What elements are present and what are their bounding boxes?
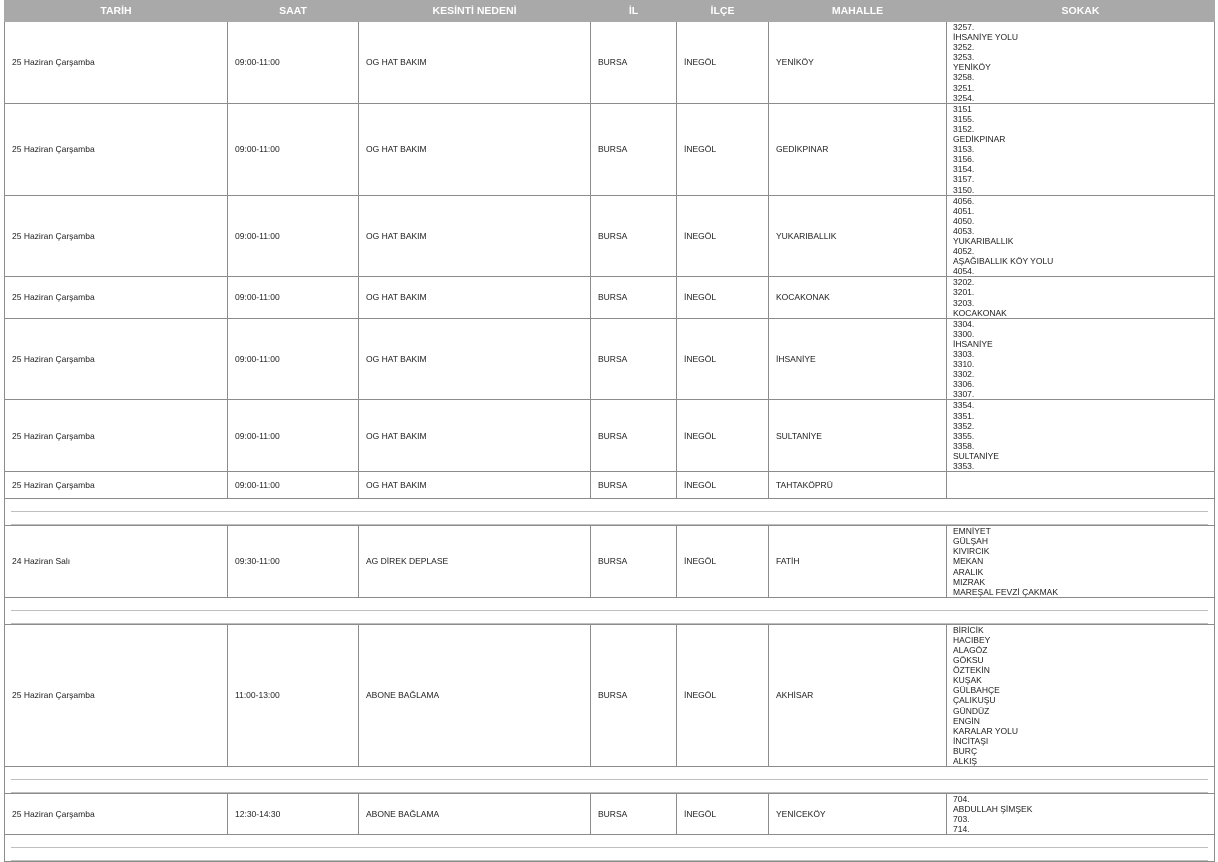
table-row [5,472,1215,499]
sokak-item: 704. [953,794,970,805]
cell-saat: 09:00-11:00 [228,318,359,400]
sokak-item: EMNİYET [953,526,991,537]
sokak-item: İHSANİYE YOLU [953,32,1019,43]
sokak-item: BURÇ [953,745,978,756]
sokak-item: MIZRAK [953,576,986,587]
cell-mahalle: SULTANİYE [769,400,947,472]
sokak-item: 3203. [953,297,975,308]
sokak-item: İNCİTAŞI [953,735,989,746]
header-tarih: TARİH [5,1,228,22]
cell-il: BURSA [591,472,677,499]
sokak-item: SULTANİYE [953,450,999,461]
sokak-item: 3258. [953,72,975,83]
table-row [5,400,1215,472]
sokak-item: 3304. [953,318,975,329]
cell-tarih: 25 Haziran Çarşamba [5,400,228,472]
cell-ilce: İNEGÖL [677,472,769,499]
cell-kesinti-nedeni: OG HAT BAKIM [359,195,591,277]
sokak-item: 3306. [953,379,975,390]
sokak-item: 3201. [953,287,975,298]
cell-saat: 09:00-11:00 [228,22,359,104]
cell-mahalle: KOCAKONAK [769,277,947,318]
sokak-item: 3253. [953,52,975,63]
sokak-item: 4051. [953,205,975,216]
separator-row [5,767,1215,794]
sokak-item: 3150. [953,184,975,195]
cell-sokak [947,277,1215,318]
cell-sokak [947,526,1215,598]
cell-mahalle: FATİH [769,526,947,598]
sokak-item: GÜNDÜZ [953,705,990,716]
sokak-item: 3154. [953,164,975,175]
cell-il: BURSA [591,22,677,104]
cell-saat: 12:30-14:30 [228,794,359,835]
sokak-item: 3354. [953,400,975,411]
header-ilce: İLÇE [677,1,769,22]
cell-saat: 09:00-11:00 [228,195,359,277]
separator-lines [5,499,1214,525]
sokak-item: 3251. [953,82,975,93]
separator-line [11,524,1208,525]
header-kesinti-nedeni: KESİNTİ NEDENİ [359,1,591,22]
table-row [5,103,1215,195]
sokak-item: MAREŞAL FEVZİ ÇAKMAK [953,586,1059,597]
cell-saat: 11:00-13:00 [228,624,359,766]
sokak-item: 3254. [953,92,975,103]
cell-il: BURSA [591,526,677,598]
sokak-item: YENİKÖY [953,62,991,73]
cell-il: BURSA [591,103,677,195]
cell-tarih: 25 Haziran Çarşamba [5,22,228,104]
cell-sokak [947,318,1215,400]
sokak-item: 3355. [953,430,975,441]
cell-kesinti-nedeni: OG HAT BAKIM [359,472,591,499]
sokak-item: 4054. [953,266,975,277]
sokak-item: 3352. [953,420,975,431]
cell-saat: 09:00-11:00 [228,277,359,318]
sokak-item: 4056. [953,195,975,206]
cell-sokak [947,195,1215,277]
cell-saat: 09:00-11:00 [228,400,359,472]
sokak-item: KOCAKONAK [953,307,1007,318]
sokak-item: MEKAN [953,556,984,567]
cell-mahalle: YENİKÖY [769,22,947,104]
sokak-item: ABDULLAH ŞİMŞEK [953,804,1033,815]
sokak-item: 3302. [953,369,975,380]
cell-kesinti-nedeni: OG HAT BAKIM [359,400,591,472]
cell-il: BURSA [591,318,677,400]
sokak-item: 3156. [953,154,975,165]
cell-ilce: İNEGÖL [677,318,769,400]
sokak-item: 703. [953,814,970,825]
sokak-item: GÖKSU [953,655,984,666]
cell-kesinti-nedeni: OG HAT BAKIM [359,22,591,104]
sokak-item: 3351. [953,410,975,421]
header-row [5,1,1215,22]
table-row [5,22,1215,104]
table-row [5,318,1215,400]
cell-tarih: 24 Haziran Salı [5,526,228,598]
sokak-item: HACIBEY [953,634,991,645]
cell-mahalle: YENİCEKÖY [769,794,947,835]
cell-sokak [947,624,1215,766]
cell-tarih: 25 Haziran Çarşamba [5,277,228,318]
separator-cell [5,835,1215,862]
separator-row [5,597,1215,624]
separator-line [11,860,1208,861]
cell-kesinti-nedeni: OG HAT BAKIM [359,318,591,400]
sokak-item: 3303. [953,349,975,359]
separator-line [11,511,1208,512]
separator-lines [5,835,1214,861]
sokak-item: 3202. [953,277,975,288]
header-saat: SAAT [228,1,359,22]
separator-cell [5,499,1215,526]
sokak-item: BİRİCİK [953,624,984,635]
sokak-item: ÇALIKUŞU [953,695,996,706]
cell-il: BURSA [591,794,677,835]
cell-il: BURSA [591,277,677,318]
cell-ilce: İNEGÖL [677,103,769,195]
cell-il: BURSA [591,195,677,277]
cell-mahalle: İHSANİYE [769,318,947,400]
separator-line [11,610,1208,611]
sokak-item: İHSANİYE [953,338,993,349]
sokak-item: 3300. [953,328,975,339]
separator-line [11,792,1208,793]
cell-saat: 09:30-11:00 [228,526,359,598]
sokak-item: 4052. [953,246,975,257]
cell-tarih: 25 Haziran Çarşamba [5,794,228,835]
cell-sokak [947,103,1215,195]
sokak-item: KIVIRCIK [953,546,990,557]
separator-row [5,835,1215,862]
cell-kesinti-nedeni: ABONE BAĞLAMA [359,624,591,766]
separator-line [11,779,1208,780]
cell-il: BURSA [591,400,677,472]
sokak-item: 3155. [953,113,975,124]
sokak-item: 3153. [953,144,975,155]
cell-kesinti-nedeni: OG HAT BAKIM [359,277,591,318]
sokak-item: 3310. [953,359,975,370]
cell-tarih: 25 Haziran Çarşamba [5,195,228,277]
separator-lines [5,767,1214,793]
cell-kesinti-nedeni: ABONE BAĞLAMA [359,794,591,835]
cell-saat: 09:00-11:00 [228,103,359,195]
sokak-item: 4053. [953,225,975,236]
sokak-item: GÜLŞAH [953,536,988,547]
sokak-item: ARALIK [953,566,984,577]
separator-line [11,623,1208,624]
header-sokak: SOKAK [947,1,1215,22]
separator-cell [5,597,1215,624]
sokak-item: ÖZTEKİN [953,665,990,676]
separator-cell [5,767,1215,794]
cell-mahalle: GEDİKPINAR [769,103,947,195]
sokak-item: 3257. [953,22,975,32]
outage-table [4,0,1215,862]
cell-ilce: İNEGÖL [677,624,769,766]
sokak-item: 3151 [953,103,972,114]
cell-ilce: İNEGÖL [677,22,769,104]
cell-mahalle: AKHİSAR [769,624,947,766]
cell-kesinti-nedeni: OG HAT BAKIM [359,103,591,195]
cell-tarih: 25 Haziran Çarşamba [5,624,228,766]
cell-tarih: 25 Haziran Çarşamba [5,472,228,499]
sokak-item: YUKARIBALLIK [953,235,1014,246]
sokak-item: ENGİN [953,715,980,726]
cell-saat: 09:00-11:00 [228,472,359,499]
table-body [5,22,1215,862]
sokak-item: ALAGÖZ [953,644,988,655]
table-row [5,195,1215,277]
header-il: İL [591,1,677,22]
sokak-item: 3353. [953,461,975,472]
sokak-item: GÜLBAHÇE [953,685,1000,696]
separator-line [11,847,1208,848]
cell-ilce: İNEGÖL [677,195,769,277]
sokak-item: 3157. [953,174,975,185]
header-mahalle: MAHALLE [769,1,947,22]
cell-sokak [947,794,1215,835]
cell-ilce: İNEGÖL [677,277,769,318]
sokak-item: ALKIŞ [953,756,978,766]
cell-ilce: İNEGÖL [677,794,769,835]
cell-ilce: İNEGÖL [677,400,769,472]
cell-tarih: 25 Haziran Çarşamba [5,103,228,195]
table-row [5,526,1215,598]
sokak-item: GEDİKPINAR [953,134,1006,145]
outage-table-container [4,0,1214,862]
table-row [5,624,1215,766]
sokak-item: 3307. [953,389,975,400]
cell-mahalle: YUKARIBALLIK [769,195,947,277]
separator-lines [5,598,1214,624]
cell-sokak [947,22,1215,104]
sokak-item: AŞAĞIBALLIK KÖY YOLU [953,256,1054,267]
cell-il: BURSA [591,624,677,766]
cell-ilce: İNEGÖL [677,526,769,598]
table-row [5,277,1215,318]
cell-tarih: 25 Haziran Çarşamba [5,318,228,400]
sokak-item: 3152. [953,123,975,134]
cell-sokak [947,400,1215,472]
sokak-item: KARALAR YOLU [953,725,1019,736]
sokak-item: 3358. [953,440,975,451]
separator-row [5,499,1215,526]
cell-kesinti-nedeni: AG DİREK DEPLASE [359,526,591,598]
sokak-item: 714. [953,824,970,835]
sokak-item: 3252. [953,42,975,53]
sokak-item: 4050. [953,215,975,226]
sokak-item: KUŞAK [953,675,982,686]
table-row [5,794,1215,835]
cell-sokak [947,472,1215,499]
cell-mahalle: TAHTAKÖPRÜ [769,472,947,499]
